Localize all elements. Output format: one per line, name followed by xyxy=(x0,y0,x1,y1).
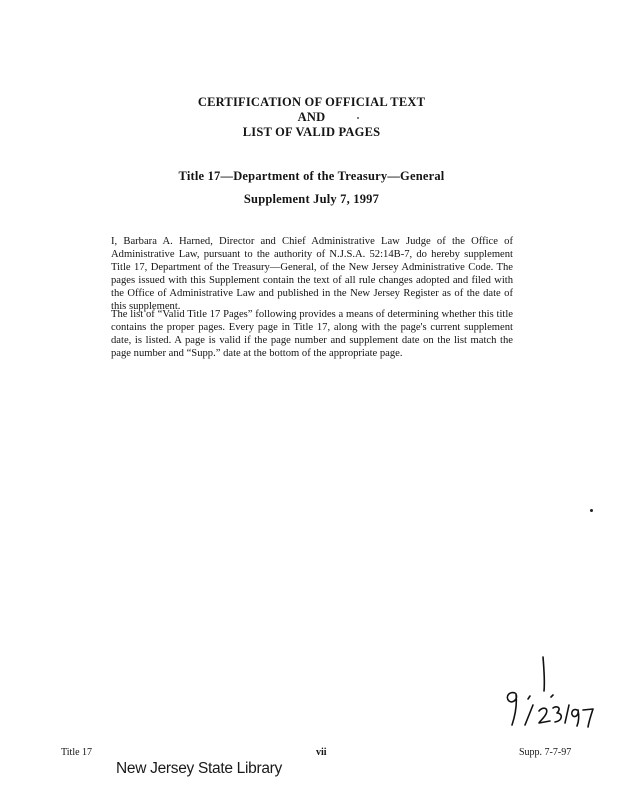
handwritten-date-signature xyxy=(495,655,600,735)
scan-speck xyxy=(590,509,593,512)
scan-speck xyxy=(357,117,359,119)
certification-paragraph: I, Barbara A. Harned, Director and Chief Administrative Law Judge of the Office of Administrative Law, pursuant to the authority of N.J.S.A. 52:14B-7, do hereby supplement Title 17, Department of the Treasury—General, of the New Jersey Administrative Code. The pages issued with this Supplement contain the text of all rule changes adopted and filed with the Office of Administrative Law and published in the New Jersey Register as of the date of this supplement. xyxy=(111,236,513,312)
supplement-date-heading: Supplement July 7, 1997 xyxy=(243,192,380,206)
library-stamp: New Jersey State Library xyxy=(116,760,282,777)
valid-pages-paragraph: The list of “Valid Title 17 Pages” following provides a means of determining whether this title contains the proper pages. Every page in Title 17, along with the page's current supplement date, is listed. A page is valid if the page number and supplement date on the list match the page number and “Supp.” date at the bottom of the appropriate page. xyxy=(111,309,513,359)
certification-heading: CERTIFICATION OF OFFICIAL TEXT xyxy=(197,95,426,109)
heading-and: AND xyxy=(297,110,326,124)
footer-supplement-date: Supp. 7-7-97 xyxy=(519,747,572,758)
title-heading: Title 17—Department of the Treasury—General xyxy=(178,169,445,183)
page-number: vii xyxy=(316,747,327,758)
valid-pages-heading: LIST OF VALID PAGES xyxy=(242,125,381,139)
footer-title: Title 17 xyxy=(61,747,93,758)
